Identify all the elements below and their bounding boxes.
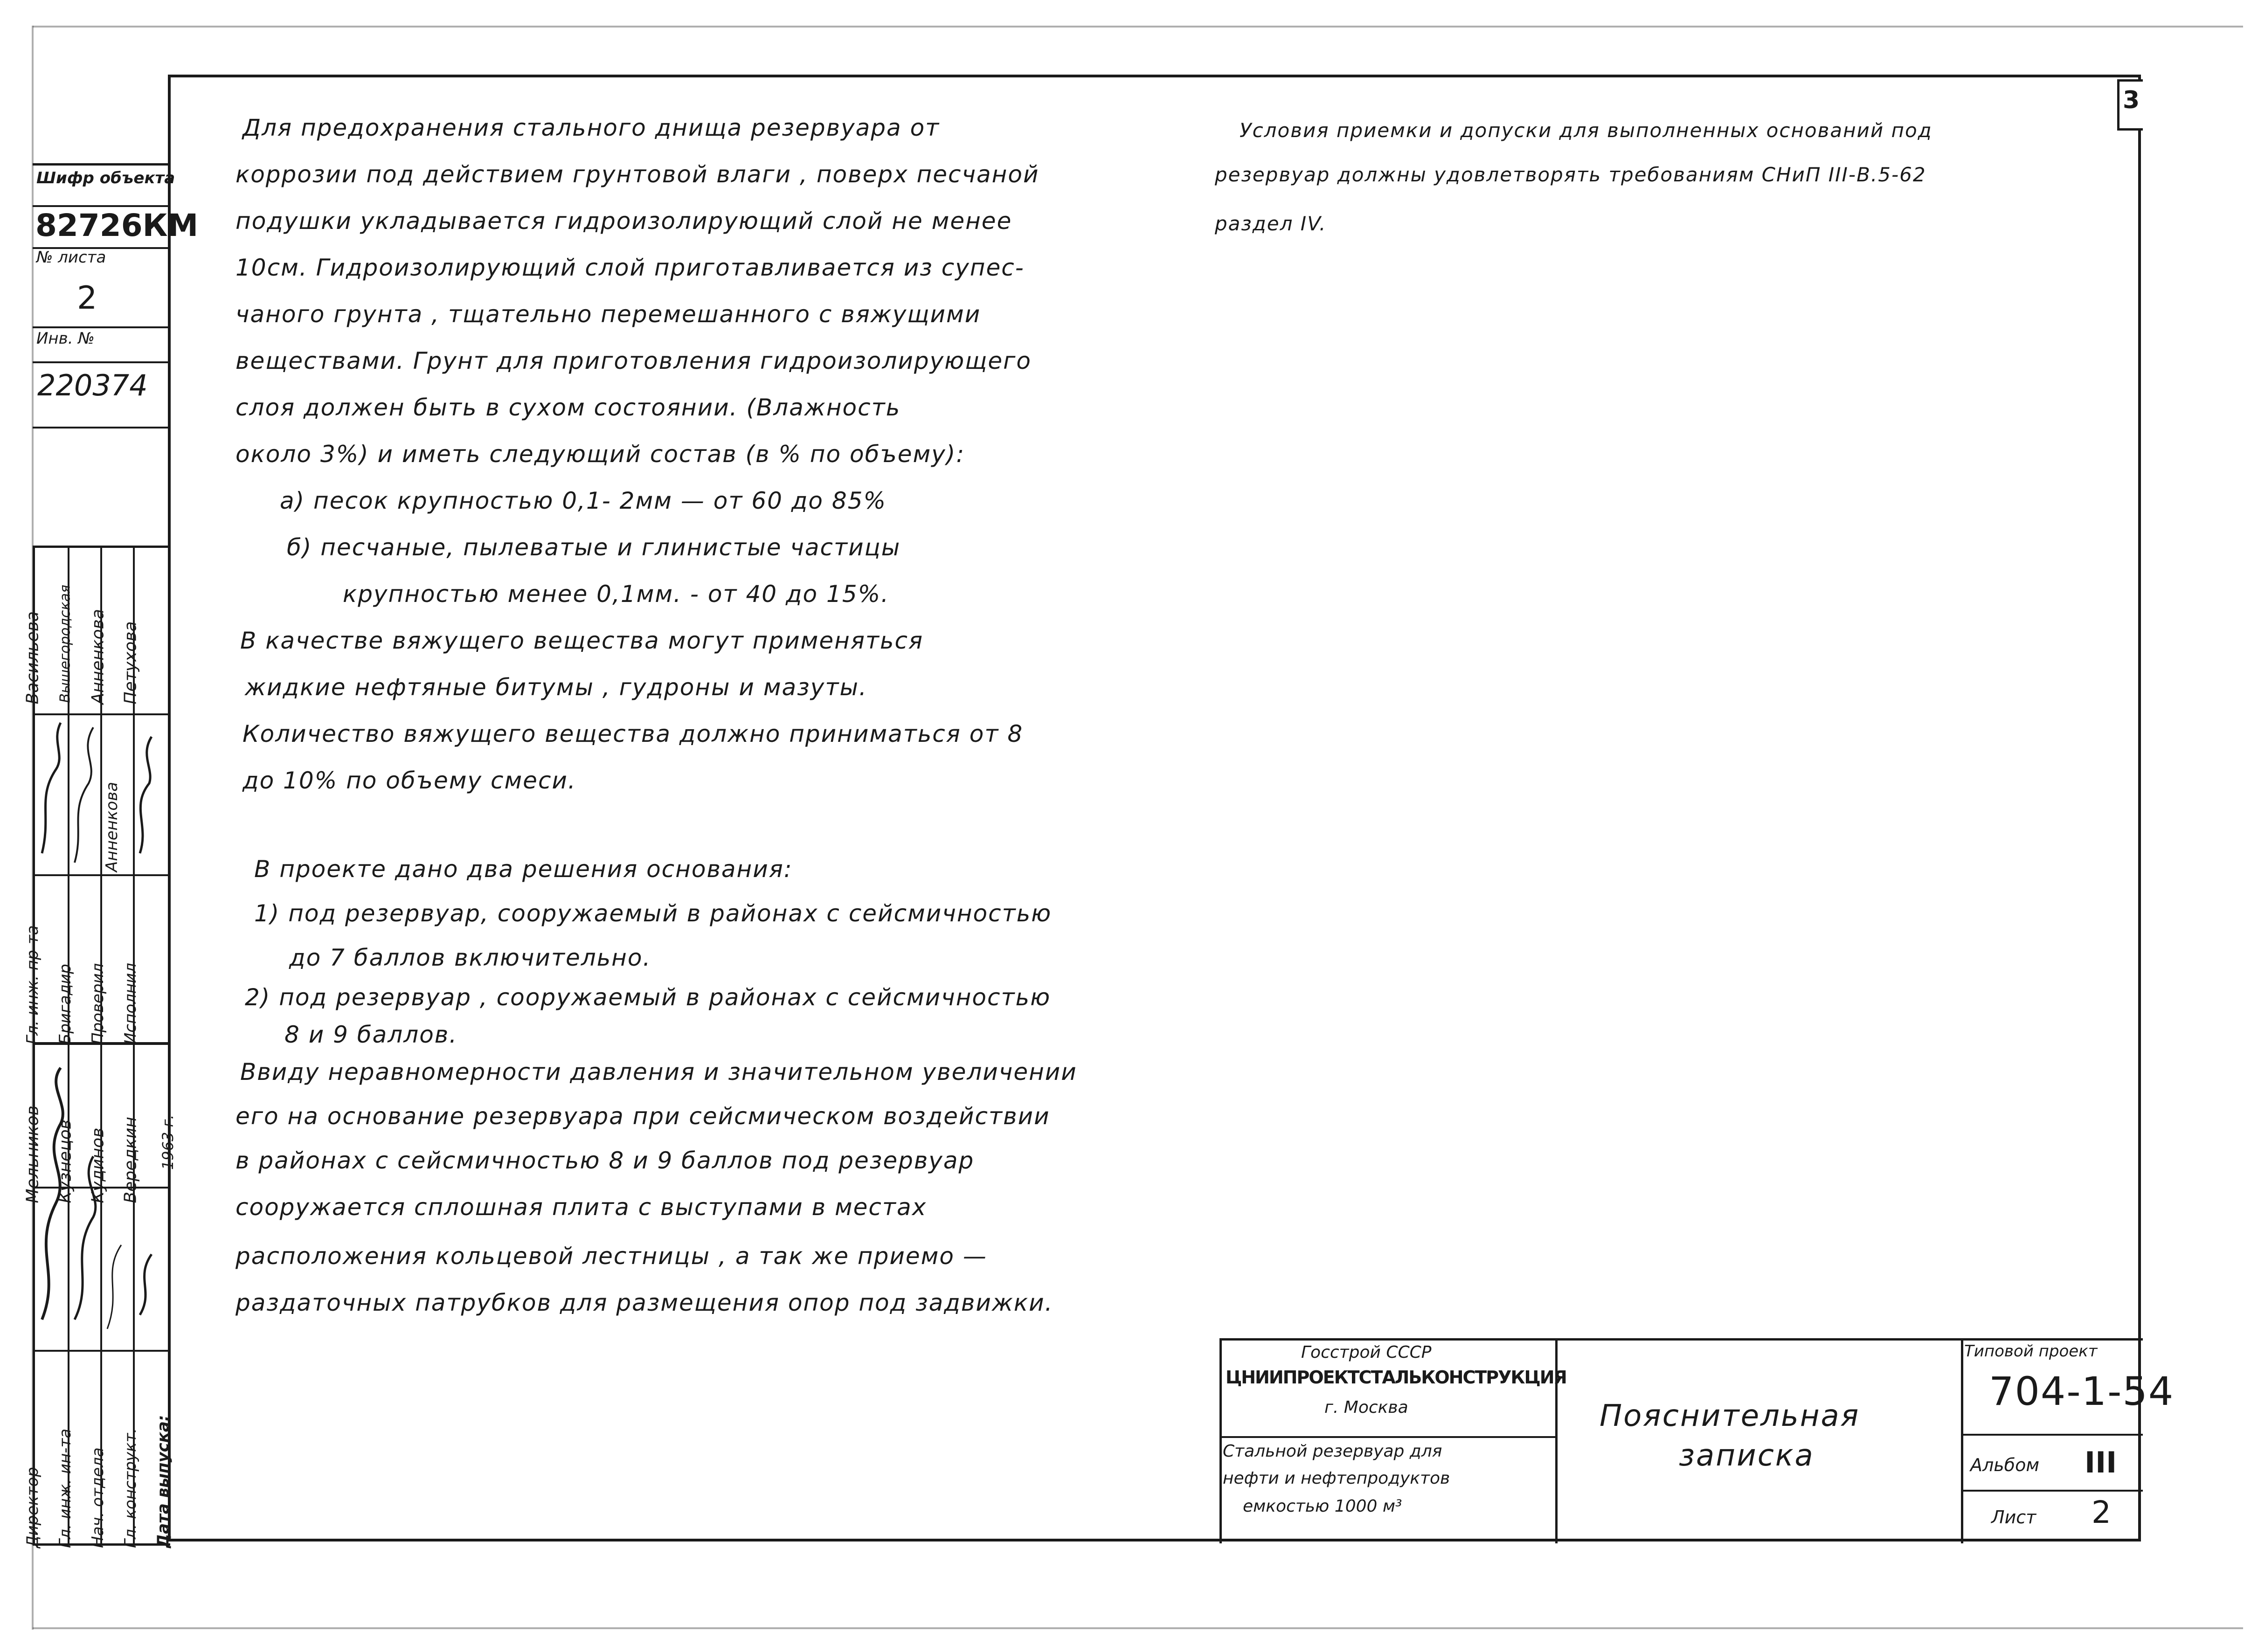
text-line: Условия приемки и допуски для выполненных оснований под	[1240, 119, 1932, 142]
signature-text-annenkova: Анненкова	[103, 781, 121, 872]
type-project-label: Типовой проект	[1964, 1342, 2098, 1361]
signature-scribble-3	[140, 737, 152, 853]
text-line: жидкие нефтяные битумы , гудроны и мазуты.	[245, 674, 867, 701]
name-vasilieva: Васильева	[23, 611, 42, 705]
role-chief-designer: Гл. конструкт.	[121, 1428, 140, 1548]
text-line: расположения кольцевой лестницы , а так же приемо —	[235, 1243, 987, 1270]
role-release-date: Дата выпуска:	[154, 1415, 173, 1548]
text-line: 1) под резервуар, сооружаемый в районах с сейсмичностью	[254, 900, 1052, 927]
text-line: В качестве вяжущего вещества могут применяться	[240, 627, 924, 654]
desc-line3: емкостью 1000 м³	[1243, 1497, 1402, 1516]
text-line: б) песчаные, пылеватые и глинистые частицы	[287, 534, 901, 561]
sheet-no-label: № листа	[36, 248, 106, 267]
text-line: раздел IV.	[1215, 212, 1327, 235]
role-head-of-dept: Нач. отдела	[89, 1447, 107, 1548]
org-line1: Госстрой СССР	[1301, 1343, 1432, 1362]
org-line3: г. Москва	[1324, 1398, 1408, 1417]
text-line: в районах с сейсмичностью 8 и 9 баллов под резервуар	[235, 1147, 975, 1174]
doc-title-line2: записка	[1679, 1438, 1815, 1473]
text-line: 2) под резервуар , сооружаемый в районах с сейсмичностью	[245, 984, 1051, 1011]
text-line: 10см. Гидроизолирующий слой приготавливается из супес-	[235, 254, 1025, 281]
signature-scribble-1	[42, 723, 61, 853]
role-brigadier: Бригадир	[56, 964, 75, 1044]
object-code-label: Шифр объекта	[36, 169, 175, 187]
name-melnikov: Мельников	[23, 1106, 42, 1203]
inv-no: 220374	[37, 368, 148, 402]
name-vyshegorodskaya: Вышегородская	[57, 585, 74, 703]
album-value: III	[2085, 1445, 2117, 1479]
sheet-label: Лист	[1991, 1507, 2036, 1528]
text-line: резервуар должны удовлетворять требованиям СНиП III-В.5-62	[1215, 163, 1926, 186]
text-line: В проекте дано два решения основания:	[254, 856, 793, 883]
text-line: чаного грунта , тщательно перемешанного с вяжущими	[235, 301, 981, 328]
year: 1963 г.	[159, 1114, 177, 1170]
text-line: веществами. Грунт для приготовления гидроизолирующего	[235, 347, 1032, 374]
text-line: а) песок крупностью 0,1- 2мм — от 60 до 85%	[280, 487, 887, 514]
name-veredkin: Вередкин	[121, 1117, 140, 1203]
text-line: Ввиду неравномерности давления и значительном увеличении	[240, 1058, 1077, 1085]
role-checked: Проверил	[89, 963, 107, 1044]
role-executed: Исполнил	[121, 963, 140, 1044]
text-line: Количество вяжущего вещества должно приниматься от 8	[242, 720, 1024, 747]
signature-scribble-2	[75, 727, 93, 863]
signature-scribble-4	[42, 1068, 63, 1320]
org-line2: ЦНИИПРОЕКТСТАЛЬКОНСТРУКЦИЯ	[1226, 1367, 1566, 1388]
name-annenkova: Анненкова	[88, 609, 108, 705]
corner-sheet-number: 3	[2123, 86, 2140, 114]
signature-scribble-5	[75, 1156, 96, 1320]
text-line: около 3%) и иметь следующий состав (в % по объему):	[235, 441, 965, 468]
text-line: крупностью менее 0,1мм. - от 40 до 15%.	[343, 581, 890, 608]
role-chief-engineer-institute: Гл. инж. ин-та	[56, 1428, 75, 1548]
text-line: подушки укладывается гидроизолирующий слой не менее	[235, 207, 1012, 235]
name-kuznetsov: Кузнецов	[55, 1120, 75, 1203]
object-code: 82726КМ	[35, 207, 199, 243]
inner-frame-top	[168, 75, 2140, 77]
inv-no-label: Инв. №	[36, 329, 95, 348]
desc-line1: Стальной резервуар для	[1223, 1442, 1442, 1461]
album-label: Альбом	[1970, 1455, 2040, 1475]
text-line: слоя должен быть в сухом состоянии. (Влажность	[235, 394, 901, 421]
text-line: раздаточных патрубков для размещения опор под задвижки.	[235, 1289, 1053, 1316]
sheet-no: 2	[77, 280, 97, 317]
text-line: коррозии под действием грунтовой влаги , поверх песчаной	[235, 161, 1039, 188]
signature-scribble-6	[107, 1245, 121, 1329]
name-kudinov: Кудинов	[88, 1127, 108, 1203]
text-line: до 7 баллов включительно.	[289, 944, 651, 971]
type-project-number: 704-1-54	[1989, 1369, 2175, 1414]
outer-frame-bottom	[33, 1627, 2243, 1629]
text-line: до 10% по объему смеси.	[242, 767, 576, 794]
outer-frame-top	[33, 26, 2243, 28]
signature-scribbles	[33, 713, 168, 1529]
signature-scribble-7	[140, 1254, 152, 1315]
text-line: Для предохранения стального днища резервуара от	[242, 114, 940, 141]
name-petukhova: Петухова	[121, 621, 140, 705]
text-line: его на основание резервуара при сейсмическом воздействии	[235, 1103, 1050, 1130]
role-director: Директор	[23, 1467, 42, 1548]
sheet-value: 2	[2092, 1494, 2111, 1530]
desc-line2: нефти и нефтепродуктов	[1223, 1469, 1450, 1488]
text-line: 8 и 9 баллов.	[284, 1021, 458, 1048]
doc-title-line1: Пояснительная	[1600, 1399, 1860, 1433]
inner-frame-right	[2138, 75, 2141, 1541]
text-line: сооружается сплошная плита с выступами в местах	[235, 1194, 927, 1221]
role-chief-engineer-project: Гл. инж. пр-та	[23, 925, 42, 1044]
